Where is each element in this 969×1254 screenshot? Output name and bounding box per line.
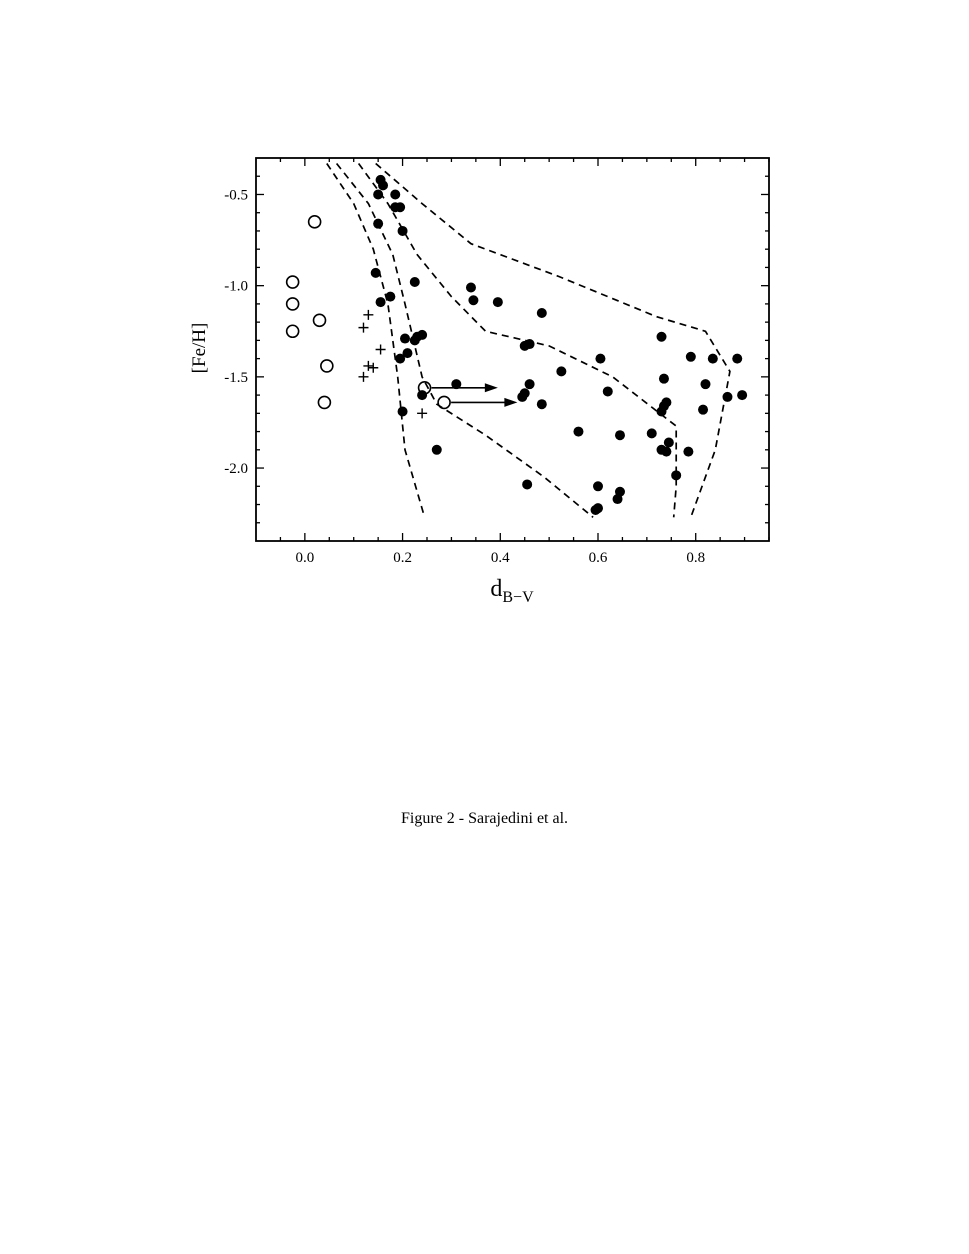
filled-point [378, 180, 388, 190]
open-point [438, 396, 450, 408]
open-point [287, 325, 299, 337]
filled-point [661, 447, 671, 457]
open-point [318, 396, 330, 408]
filled-point [525, 379, 535, 389]
x-tick-label: 0.6 [588, 550, 608, 566]
filled-point [410, 277, 420, 287]
open-point [287, 298, 299, 310]
arrows [432, 383, 518, 407]
filled-point [398, 407, 408, 417]
filled-point [615, 430, 625, 440]
filled-point [698, 405, 708, 415]
open-point [314, 314, 326, 326]
y-axis-title: [Fe/H] [189, 322, 210, 374]
plus-point [417, 408, 427, 418]
plus-point [376, 345, 386, 355]
filled-point [373, 189, 383, 199]
y-tick-label: -1.0 [224, 278, 248, 295]
filled-point [556, 366, 566, 376]
filled-point [686, 352, 696, 362]
filled-point [657, 332, 667, 342]
x-axis-title-subscript: B−V [502, 589, 534, 606]
filled-point [537, 399, 547, 409]
filled-point [432, 445, 442, 455]
filled-point [708, 354, 718, 364]
filled-point [657, 407, 667, 417]
filled-point [522, 479, 532, 489]
y-tick-label: -2.0 [224, 461, 248, 478]
filled-point [671, 470, 681, 480]
filled-point [525, 339, 535, 349]
figure-caption: Figure 2 - Sarajedini et al. [400, 810, 569, 827]
filled-point [732, 354, 742, 364]
filled-point [722, 392, 732, 402]
x-tick-label: 0.8 [686, 550, 706, 566]
filled-point [537, 308, 547, 318]
filled-point [737, 390, 747, 400]
filled-point [603, 386, 613, 396]
filled-point [683, 447, 693, 457]
filled-point [595, 354, 605, 364]
plus-point [358, 372, 368, 382]
filled-point [659, 374, 669, 384]
y-tick-label: -1.5 [224, 369, 248, 386]
arrow-head [504, 398, 517, 407]
filled-point [517, 392, 527, 402]
filled-point [613, 494, 623, 504]
dashed-curve-4 [376, 164, 730, 518]
data-points [287, 175, 747, 515]
filled-point [466, 282, 476, 292]
open-point [321, 360, 333, 372]
x-tick-label: 0.0 [295, 550, 315, 566]
open-point [309, 216, 321, 228]
plus-point [363, 361, 373, 371]
filled-point [395, 354, 405, 364]
scatter-plot [189, 158, 769, 606]
tick-labels [224, 187, 705, 566]
x-tick-label: 0.2 [393, 550, 412, 566]
filled-point [573, 427, 583, 437]
filled-point [417, 390, 427, 400]
x-tick-label: 0.4 [490, 550, 510, 566]
x-axis-title [490, 576, 534, 606]
filled-point [376, 297, 386, 307]
filled-point [493, 297, 503, 307]
arrow-head [485, 383, 498, 392]
filled-point [664, 438, 674, 448]
x-axis-title-main: d [490, 576, 503, 602]
filled-point [373, 219, 383, 229]
filled-point [593, 481, 603, 491]
dashed-curve-2 [337, 164, 593, 518]
filled-point [398, 226, 408, 236]
filled-point [417, 330, 427, 340]
plus-point [368, 363, 378, 373]
filled-point [593, 503, 603, 513]
open-point [287, 276, 299, 288]
plus-point [363, 310, 373, 320]
axis-ticks [256, 158, 769, 541]
filled-point [468, 295, 478, 305]
filled-point [647, 428, 657, 438]
filled-point [371, 268, 381, 278]
filled-point [400, 334, 410, 344]
plus-point [358, 323, 368, 333]
filled-point [390, 189, 400, 199]
filled-point [385, 292, 395, 302]
y-tick-label: -0.5 [224, 187, 248, 204]
plot-frame [256, 158, 769, 541]
filled-point [395, 202, 405, 212]
filled-point [700, 379, 710, 389]
